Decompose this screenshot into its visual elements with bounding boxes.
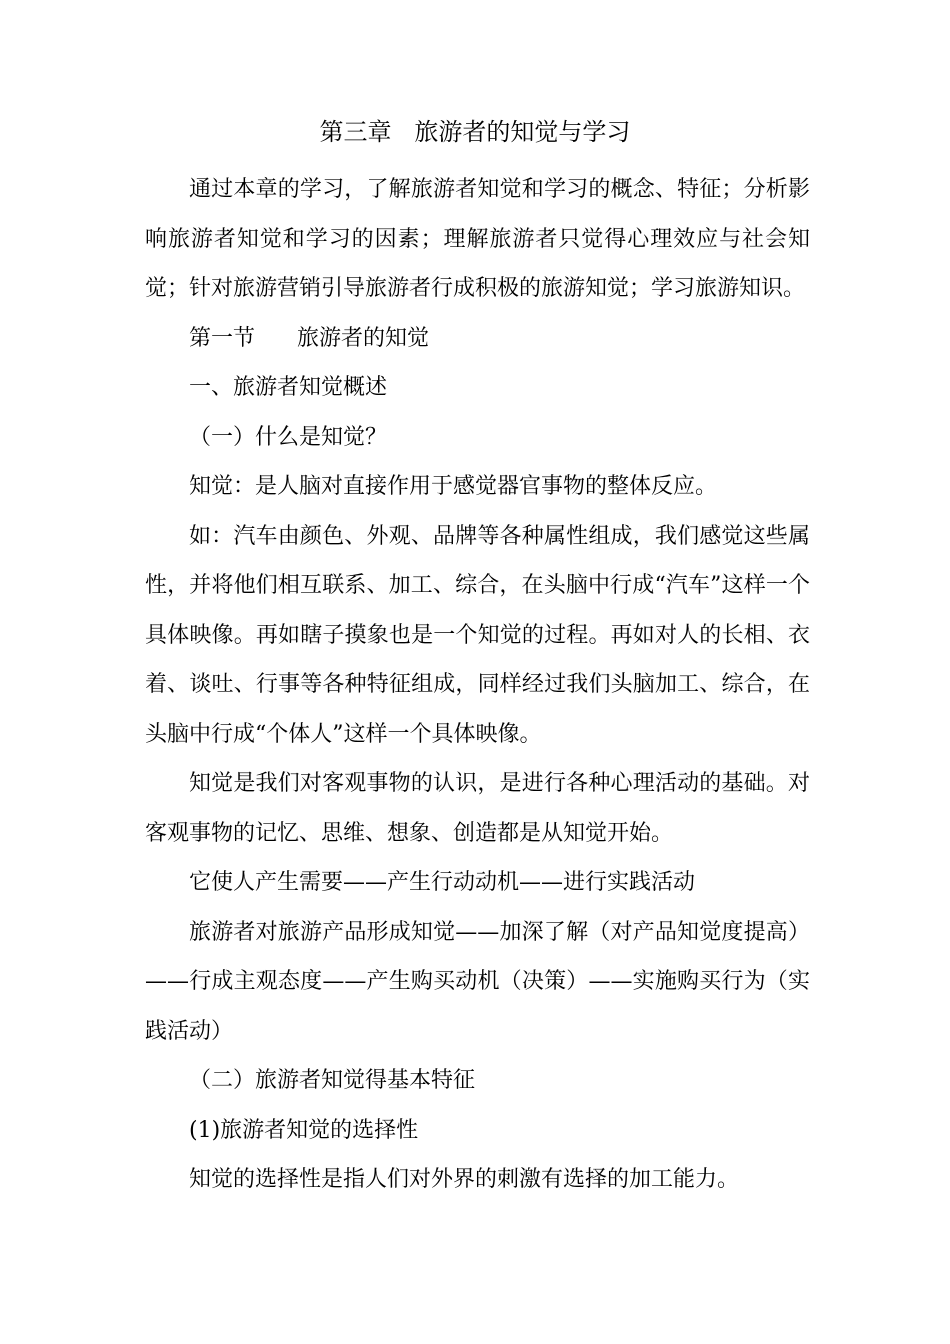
question-heading: （一）什么是知觉？	[189, 424, 388, 450]
process-line: 它使人产生需要——产生行动动机——进行实践活动	[189, 870, 696, 895]
purchase-process-paragraph: 旅游者对旅游产品形成知觉——加深了解（对产品知觉度提高）——行成主观态度——产生购买动机（决策）——实施购买行为（实践活动）	[145, 919, 810, 1044]
example-paragraph: 如：汽车由颜色、外观、品牌等各种属性组成，我们感觉这些属性，并将他们相互联系、加工、综合，在头脑中行成“汽车”这样一个具体映像。再如瞎子摸象也是一个知觉的过程。再如对人的长相、衣着、谈吐、行事等各种特征组成，同样经过我们头脑加工、综合，在头脑中行成“个体人”这样一个具体映像。	[145, 523, 810, 747]
section-heading: 第一节 旅游者的知觉	[189, 325, 429, 351]
explanation-paragraph: 知觉是我们对客观事物的认识，是进行各种心理活动的基础。对客观事物的记忆、思维、想象、创造都是从知觉开始。	[145, 771, 810, 846]
selectivity-paragraph: 知觉的选择性是指人们对外界的刺激有选择的加工能力。	[189, 1167, 740, 1192]
intro-paragraph: 通过本章的学习，了解旅游者知觉和学习的概念、特征；分析影响旅游者知觉和学习的因素；理解旅游者只觉得心理效应与社会知觉；针对旅游营销引导旅游者行成积极的旅游知觉；学习旅游知识。	[145, 177, 810, 301]
chapter-title: 第三章 旅游者的知觉与学习	[319, 118, 631, 146]
features-heading: （二）旅游者知觉得基本特征	[189, 1068, 476, 1093]
subsection-heading: 一、旅游者知觉概述	[189, 375, 388, 400]
body-text	[145, 165, 810, 1205]
definition-paragraph: 知觉：是人脑对直接作用于感觉器官事物的整体反应。	[189, 474, 718, 499]
selectivity-heading: (1)旅游者知觉的选择性	[189, 1117, 419, 1143]
